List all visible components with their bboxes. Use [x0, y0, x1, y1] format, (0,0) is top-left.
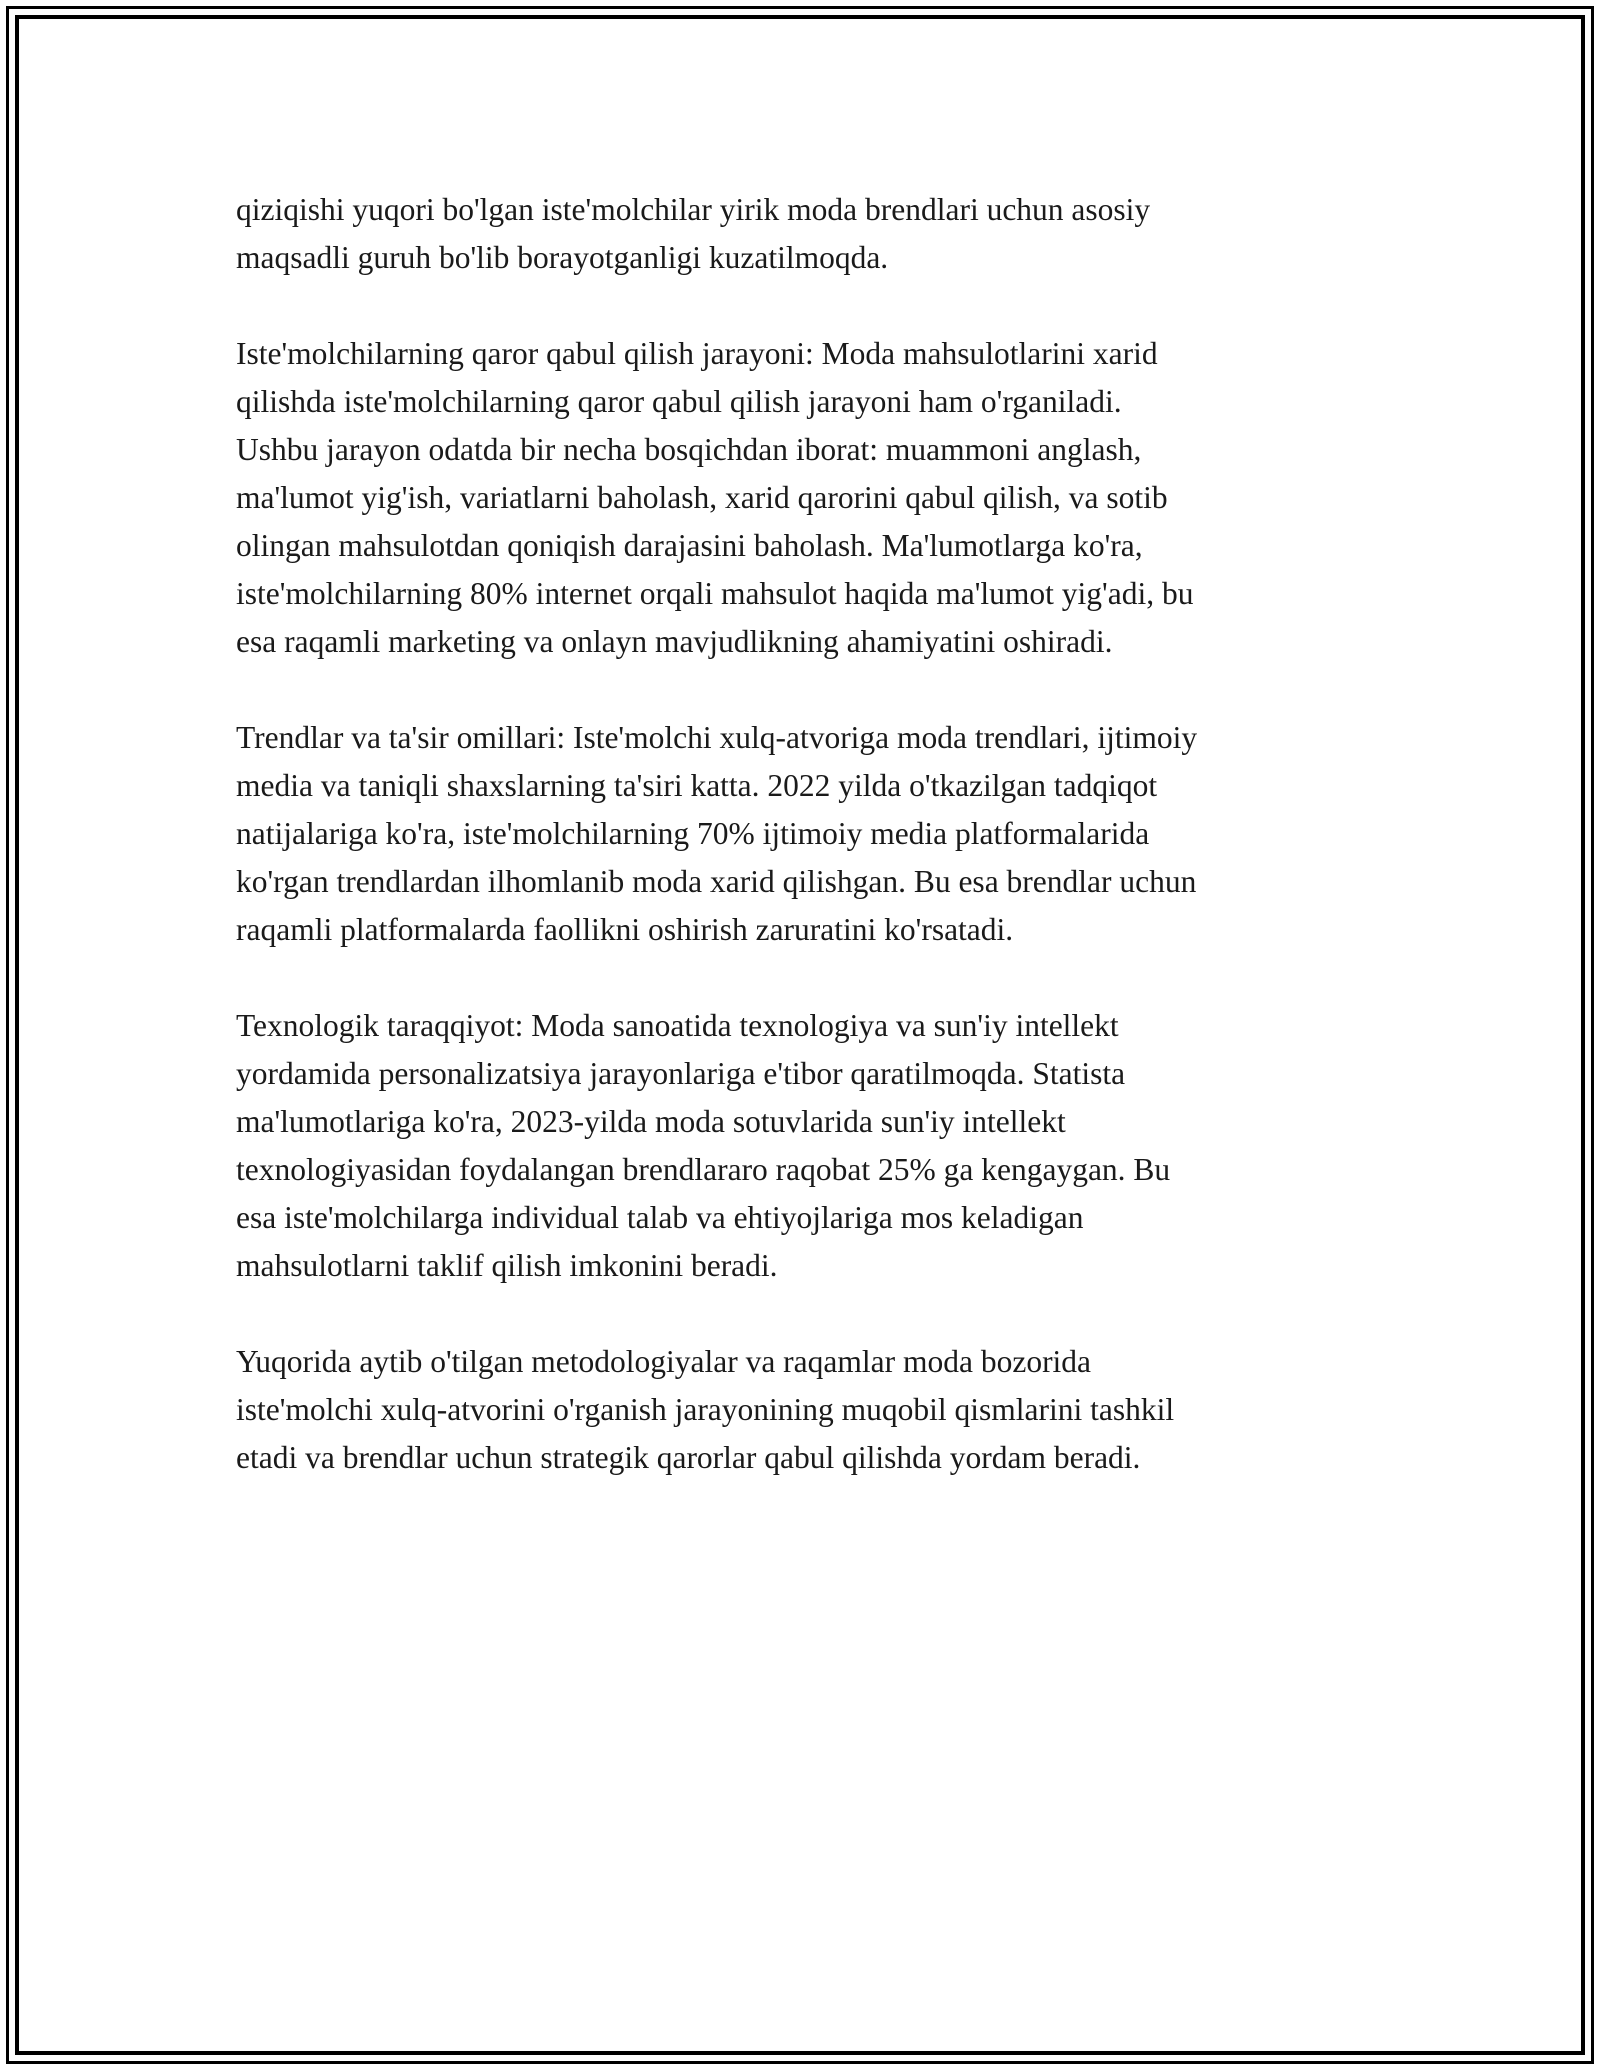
text-line: yordamida personalizatsiya jarayonlariga e'tibor qaratilmoqda. Statista: [236, 1056, 1126, 1091]
text-line: iste'molchi xulq-atvorini o'rganish jarayonining muqobil qismlarini tashkil: [236, 1392, 1175, 1427]
paragraph-1: [236, 186, 1376, 282]
paragraph-4: [236, 1002, 1376, 1290]
text-line: ma'lumotlariga ko'ra, 2023-yilda moda sotuvlarida sun'iy intellekt: [236, 1104, 1066, 1139]
text-line: Ushbu jarayon odatda bir necha bosqichdan iborat: muammoni anglash,: [236, 432, 1142, 467]
text-line: Trendlar va ta'sir omillari: Iste'molchi xulq-atvoriga moda trendlari, ijtimoiy: [236, 720, 1198, 755]
text-line: natijalariga ko'ra, iste'molchilarning 70% ijtimoiy media platformalarida: [236, 816, 1150, 851]
text-line: iste'molchilarning 80% internet orqali mahsulot haqida ma'lumot yig'adi, bu: [236, 576, 1194, 611]
paragraph-5: [236, 1338, 1376, 1482]
text-line: etadi va brendlar uchun strategik qarorlar qabul qilishda yordam beradi.: [236, 1440, 1141, 1475]
text-line: qiziqishi yuqori bo'lgan iste'molchilar yirik moda brendlari uchun asosiy: [236, 192, 1151, 227]
document-body: [236, 186, 1376, 1530]
text-line: qilishda iste'molchilarning qaror qabul qilish jarayoni ham o'rganiladi.: [236, 384, 1122, 419]
text-line: media va taniqli shaxslarning ta'siri katta. 2022 yilda o'tkazilgan tadqiqot: [236, 768, 1158, 803]
text-line: olingan mahsulotdan qoniqish darajasini baholash. Ma'lumotlarga ko'ra,: [236, 528, 1143, 563]
text-line: ko'rgan trendlardan ilhomlanib moda xarid qilishgan. Bu esa brendlar uchun: [236, 864, 1197, 899]
paragraph-2: [236, 330, 1376, 666]
text-line: raqamli platformalarda faollikni oshirish zaruratini ko'rsatadi.: [236, 912, 1014, 947]
text-line: ma'lumot yig'ish, variatlarni baholash, xarid qarorini qabul qilish, va sotib: [236, 480, 1168, 515]
text-line: Iste'molchilarning qaror qabul qilish jarayoni: Moda mahsulotlarini xarid: [236, 336, 1158, 371]
text-line: Yuqorida aytib o'tilgan metodologiyalar va raqamlar moda bozorida: [236, 1344, 1092, 1379]
text-line: esa raqamli marketing va onlayn mavjudlikning ahamiyatini oshiradi.: [236, 624, 1113, 659]
paragraph-3: [236, 714, 1376, 954]
text-line: maqsadli guruh bo'lib borayotganligi kuzatilmoqda.: [236, 240, 889, 275]
text-line: esa iste'molchilarga individual talab va ehtiyojlariga mos keladigan: [236, 1200, 1084, 1235]
text-line: Texnologik taraqqiyot: Moda sanoatida texnologiya va sun'iy intellekt: [236, 1008, 1119, 1043]
text-line: mahsulotlarni taklif qilish imkonini beradi.: [236, 1248, 778, 1283]
text-line: texnologiyasidan foydalangan brendlararo raqobat 25% ga kengaygan. Bu: [236, 1152, 1171, 1187]
